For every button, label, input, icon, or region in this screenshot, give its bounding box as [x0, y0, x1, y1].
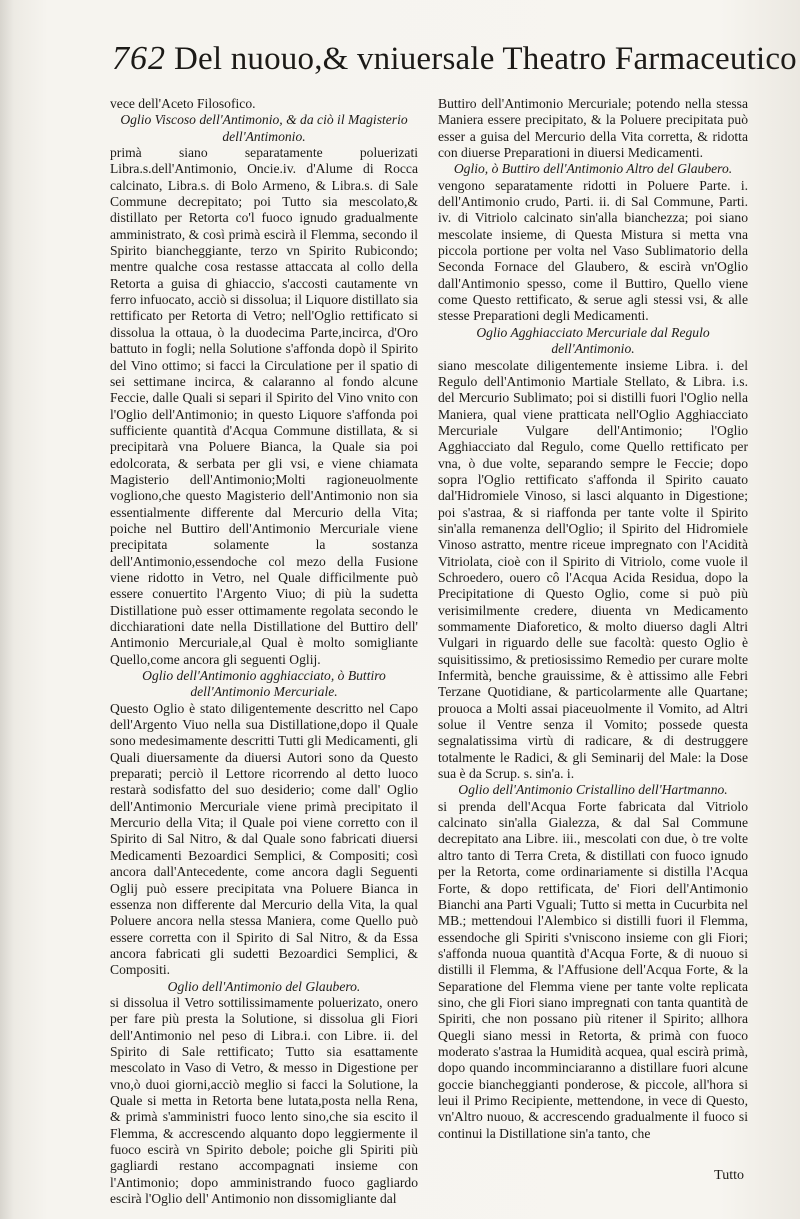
paragraph: Buttiro dell'Antimonio Mercuriale; potendo nella stessa Maniera essere precipitato, & la Poluere precipitata può esser a guisa del Mercurio della Vita corretta, & ridotta con diuerse Preparationi in diuersi Medicamenti.: [438, 96, 748, 161]
section-heading: Oglio dell'Antimonio Cristallino dell'Hartmanno.: [458, 782, 728, 798]
paragraph: si prenda dell'Acqua Forte fabricata dal Vitriolo calcinato sin'alla Gialezza, & dal Sal Commune decrepitato ana Libre. iii., mescolati con due, ò tre volte altro tanto di Terra Creta, & distillati con fuoco ignudo per la Retorta, come ordinariamente si distilla l'Acqua Forte, & dopo rettificata, de' Fiori dell'Antimonio Bianchi ana Parti Vguali; Tutto si metta in Cucurbita nel MB.; mettendoui l'Alembico si distilli fuori il Flemma, essendoche gli Spiriti s'vniscono insieme con gli Fiori; s'affonda nuoua quantità d'Acqua Forte, & di nuouo si distilli il Flemma, & l'Affusione dell'Acqua Forte, & la Separatione del Flemma viene per tante volte replicata sino, che gli Fiori siano impregnati con tanta quantità de Spiriti, che non possano più ritener il Spirito; allhora Quegli siano messi in Retorta, & primà con fuoco moderato s'astraa la Humidità acquea, qual escirà primà, dopo quando incomminciaranno a distillare fuori alcune goccie biancheggianti ponderose, & piccole, all'hora si leui il Primo Recipiente, mettendone, in vece di Questo, vn'Altro nuouo, & accrescendo gradualmente il fuoco si continui la Distillatione sin'a tanto, che: [438, 798, 748, 1141]
left-column: [110, 96, 418, 1207]
section-heading: Oglio dell'Antimonio agghiacciato, ò Buttiro dell'Antimonio Mercuriale.: [142, 668, 386, 700]
paragraph: vece dell'Aceto Filosofico.: [110, 96, 256, 111]
page-gutter-shadow: [0, 0, 14, 1219]
paragraph: vengono separatamente ridotti in Poluere Parte. i. dell'Antimonio crudo, Parti. ii. di Sal Commune, Parti. iv. di Vitriolo calcinato sin'alla bianchezza; poi siano mescolate insieme, di Questa Mistura si metta vna piccola portione per volta nel Vaso Sublimatorio della Seconda Fornace del Glaubero, & escirà vn'Oglio dall'Antimonio spesso, come il Buttiro, Quello viene come Questo rettificato, & serue agli stessi vsi, & alle stesse Preparationi degli Medicamenti.: [438, 177, 748, 324]
paragraph: siano mescolate diligentemente insieme Libra. i. del Regulo dell'Antimonio Martiale Stellato, & Libra. i.s. del Mercurio Sublimato; poi si distilli fuori l'Oglio nella Maniera, qual viene pratticata nell'Oglio Agghiacciato Mercuriale Vulgare dell'Antimonio; l'Oglio Agghiacciato dal Regulo, come Quello rettificato per vna, ò due volte, separando sempre le Feccie; dopo sopra l'Oglio rettificato s'affonda il Spirito cauato dal'Hidromiele Vinoso, si lasci alquanto in Digestione; poi s'astraa, & si riaffonda per tante volte il Spirito sin'alla remanenza dell'Oglio; il Spirito del Hidromiele Vinoso astratto, mentre riceue impregnato con l'Acidità Vitriolata, cioè con il Spirito di Vitriolo, come vuole il Schroedero, ouero cô l'Acqua Acida Residua, dopo la Precipitatione di Questo Oglio, come si può più verisimilmente credere, diuenta vn Medicamento sommamente Diaforetico, & molto diuerso dagli Altri Vulgari in riguardo delle sue facoltà: questo Oglio è squisitissimo, & pretiosissimo Remedio per curare molte Infermità, benche grauissime, & è attissimo alle Febri Terzane Quotidiane, & particolarmente alle Quartane; prouoca a Molti assai piaceuolmente il Vomito, ad Altri solue il Ventre senza il Vomito; possede questa segnalatissima virtù di radicare, & di destruggere totalmente le Radici, & gli Seminarij del Male: la Dose sua è da Scrup. s. sin'a. i.: [438, 357, 748, 782]
paragraph: si dissolua il Vetro sottilissimamente poluerizato, onero per fare più presta la Solutione, si dissolua gli Fiori dell'Antimonio nel peso di Libra.i. con Libre. ii. del Spirito di Sale rettificato; Tutto sia esattamente mescolato in Vaso di Vetro, & messo in Digestione per vno,ò duoi giorni,acciò meglio si facci la Solutione, la Quale si metta in Retorta bene lutata,posta nella Rena, & primà s'amministri fuoco lento sino,che sia escito il Flemma, & accrescendo alquanto dopo leggiermente il fuoco escirà vn Spirito debole; poiche gli Spiriti più gagliardi restano accompagnati insieme con l'Antimonio; dopo amministrando fuoco gagliardo escirà l'Oglio dell' Antimonio non dissomigliante dal: [110, 994, 418, 1207]
paragraph: primà siano separatamente poluerizati Libra.s.dell'Antimonio, Oncie.iv. d'Alume di Rocca calcinato, Libra.s. di Bolo Armeno, & Libra.s. di Sale Commune decrepitato; poi Tutto sia mescolato,& distillato per Retorta co'l fuoco ignudo gradualmente amministrato, & così primà escirà il Flemma, secondo il Spirito biancheggiante, terzo vn Spirito Rubicondo; mentre qualche cosa restasse attaccata al collo della Retorta a guisa di ghiaccio, s'accosti cautamente vn ferro infuocato, acciò si dissolua; il Liquore distillato sia rettificato per Retorta di Vetro; nell'Oglio rettificato si dissolua la ottaua, ò la duodecima Parte,incirca, d'Oro battuto in fogli; nella Solutione s'affonda dopò il Spirito del Vino ottimo; si facci la Circulatione per il spatio di sei settimane incirca, & calaranno al fondo alcune Feccie, dalle Quali si separi il Spirito del Vino vnito con l'Oglio dell'Antimonio; in questo Liquore s'affonda poi sufficiente quantità d'Acqua Commune distillata, & si precipitarà vna Poluere Bianca, la Quale sia poi edolcorata, & serbata per gli vsi, e viene chiamata Magisterio dell'Antimonio;Molti ragioneuolmente vogliono,che questo Magisterio dell'Antimonio non sia essentialmente differente dal Mercurio della Vita; poiche nel Buttiro dell'Antimonio Mercuriale viene precipitata solamente la sostanza dell'Antimonio,essendoche col mezo della Fusione viene ridotto in Vetro, nel Quale difficilmente può essere conuertito l'Argento Viuo; di più la sudetta Distillatione può esser ottimamente regolata secondo le dicchiarationi date nella Distillatione del Buttiro dell' Antimonio Mercuriale,al Qual è molto somigliante Quello,come ancora gli seguenti Oglij.: [110, 145, 418, 667]
section-heading: Oglio Agghiacciato Mercuriale dal Regulo dell'Antimonio.: [476, 324, 710, 357]
page-header: [112, 40, 797, 96]
section-heading: Oglio Viscoso dell'Antimonio, & da ciò il Magisterio dell'Antimonio.: [120, 112, 408, 144]
section-heading: Oglio dell'Antimonio del Glaubero.: [167, 978, 361, 994]
page-number: 762: [112, 40, 166, 77]
paragraph: Questo Oglio è stato diligentemente descritto nel Capo dell'Argento Viuo nella sua Distillatione,dopo il Quale sono medesimamente descritti Tutti gli Medicamenti, gli Quali diuersamente da diuersi Autori sono da Questo preparati; perciò il Lettore ricorrendo al detto luoco restarà sodisfatto del suo desiderio; come dall' Oglio dell'Antimonio Mercuriale viene primà precipitato il Mercurio della Vita; il Quale poi viene corretto con il Spirito di Sal Nitro, & dal Quale sono fabricati diuersi Medicamenti Bezoardici Semplici, & Compositi; così ancora dall'Antecedente, come ancora dagli Seguenti Oglij può essere precipitata vna Poluere Bianca in essenza non differente dal Mercurio della Vita, la qual Poluere ancora nella stessa Maniera, come Quello può essere corretta con il Spirito di Sal Nitro, & da Essa ancora fabricati gli sudetti Bezoardici Semplici, & Compositi.: [110, 700, 418, 978]
right-column: [438, 96, 748, 1142]
running-title: Del nuouo,& vniuersale Theatro Farmaceutico: [174, 41, 797, 77]
catchword: Tutto: [714, 1168, 744, 1183]
section-heading: Oglio, ò Buttiro dell'Antimonio Altro del Glaubero.: [453, 161, 733, 177]
